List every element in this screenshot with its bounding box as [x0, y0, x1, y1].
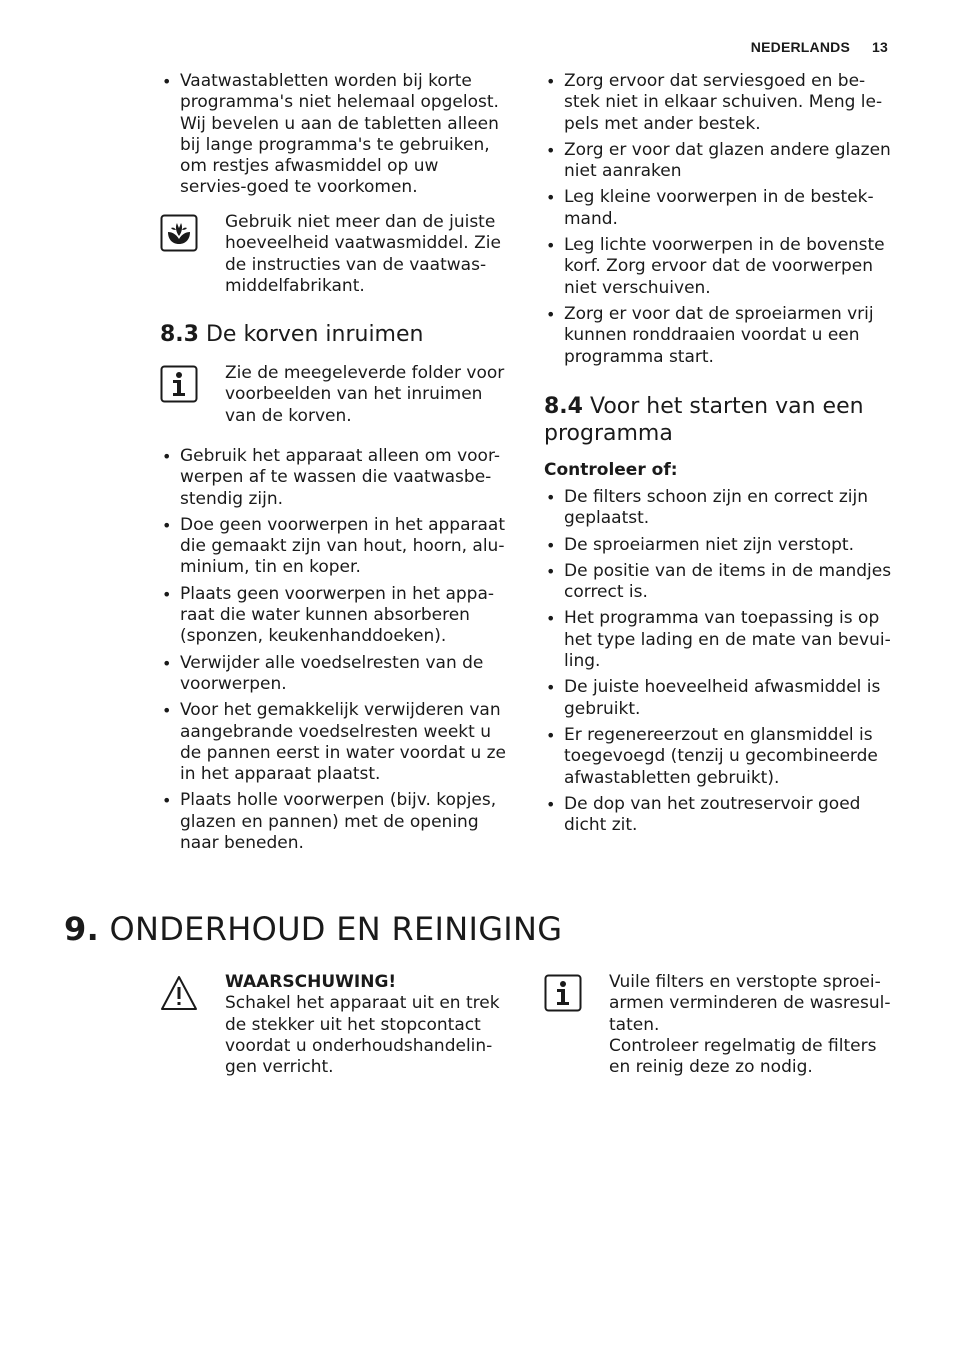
section-number: 8.4	[544, 394, 583, 419]
bullet-list-8-3	[160, 446, 510, 859]
section-title: De korven inruimen	[205, 322, 424, 347]
list-item: • Verwijder alle voedselresten van de voorwerpen.	[160, 653, 510, 696]
bullet-list-8-4	[544, 487, 894, 841]
page-number: 13	[872, 39, 888, 55]
list-item: • De filters schoon zijn en correct zijn geplaatst.	[544, 487, 894, 530]
list-item: • Gebruik het apparaat alleen om voor-werpen af te wassen die vaatwasbe-stendig zijn.	[160, 446, 510, 510]
info-note-text: Zie de meegeleverde folder voor voorbeelden van het inruimen van de korven.	[225, 363, 505, 426]
bullet-list-loading	[544, 71, 894, 373]
list-item: • Zorg er voor dat glazen andere glazen niet aanraken	[544, 140, 894, 183]
list-item: • Vaatwastabletten worden bij korte programma's niet helemaal opgelost. Wij bevelen u aan de tabletten alleen bij lange programma's te gebruiken, om restjes afwasmiddel op uw servies-goed te voorkomen.	[160, 71, 510, 199]
warning-text: Schakel het apparaat uit en trek de stekker uit het stopcontact voordat u onderhoudshandelin-gen verricht.	[225, 993, 500, 1078]
list-item: • Plaats holle voorwerpen (bijv. kopjes, glazen en pannen) met de opening naar beneden.	[160, 790, 510, 854]
section-8-3-heading	[160, 321, 423, 348]
list-item: • De positie van de items in de mandjes correct is.	[544, 561, 894, 604]
warning-note	[160, 972, 510, 1078]
warning-triangle-icon	[160, 974, 198, 1012]
chapter-9-heading	[64, 910, 562, 948]
list-item: • Doe geen voorwerpen in het apparaat die gemaakt zijn van hout, hoorn, alu-minium, tin en koper.	[160, 515, 510, 579]
section-title: Voor het starten van een programma	[544, 394, 864, 446]
list-item: • De dop van het zoutreservoir goed dicht zit.	[544, 794, 894, 837]
list-item: • Leg kleine voorwerpen in de bestek-mand.	[544, 187, 894, 230]
environment-leaf-icon	[160, 214, 198, 252]
info-note-8-3	[160, 363, 510, 427]
info-note-9	[544, 972, 894, 1078]
list-item: • Het programma van toepassing is op het type lading en de mate van bevui-ling.	[544, 608, 894, 672]
header-language: NEDERLANDS	[750, 39, 851, 55]
list-item: • Voor het gemakkelijk verwijderen van aangebrande voedselresten weekt u de pannen eerst in water voordat u ze in het apparaat plaatst.	[160, 700, 510, 785]
info-icon	[160, 365, 198, 403]
section-number: 8.3	[160, 322, 199, 347]
section-8-4-heading	[544, 393, 894, 447]
page-header	[751, 39, 888, 55]
list-item: • Er regenereerzout en glansmiddel is toegevoegd (tenzij u gecombineerde afwastabletten gebruikt).	[544, 725, 894, 789]
list-item: • Plaats geen voorwerpen in het appa-raat die water kunnen absorberen (sponzen, keukenhanddoeken).	[160, 584, 510, 648]
list-item: • De sproeiarmen niet zijn verstopt.	[544, 535, 894, 556]
list-item: • Zorg er voor dat de sproeiarmen vrij kunnen ronddraaien voordat u een programma start.	[544, 304, 894, 368]
list-item: • Leg lichte voorwerpen in de bovenste korf. Zorg ervoor dat de voorwerpen niet verschuiven.	[544, 235, 894, 299]
list-item: • De juiste hoeveelheid afwasmiddel is gebruikt.	[544, 677, 894, 720]
intro-bullet-list	[160, 71, 510, 204]
chapter-number: 9.	[64, 910, 100, 948]
warning-title: WAARSCHUWING!	[225, 972, 397, 992]
info-text-line-1: Vuile filters en verstopte sproei-armen verminderen de wasresul-taten.	[609, 972, 891, 1035]
info-icon	[544, 974, 582, 1012]
environment-note	[160, 212, 510, 297]
info-text-line-2: Controleer regelmatig de filters en reinig deze zo nodig.	[609, 1035, 877, 1078]
chapter-title: ONDERHOUD EN REINIGING	[109, 910, 563, 948]
environment-note-text: Gebruik niet meer dan de juiste hoeveelheid vaatwasmiddel. Zie de instructies van de vaatwas-middelfabrikant.	[225, 212, 501, 296]
list-item: • Zorg ervoor dat serviesgoed en be-stek niet in elkaar schuiven. Meng le-pels met ander bestek.	[544, 71, 894, 135]
check-label: Controleer of:	[544, 460, 678, 480]
